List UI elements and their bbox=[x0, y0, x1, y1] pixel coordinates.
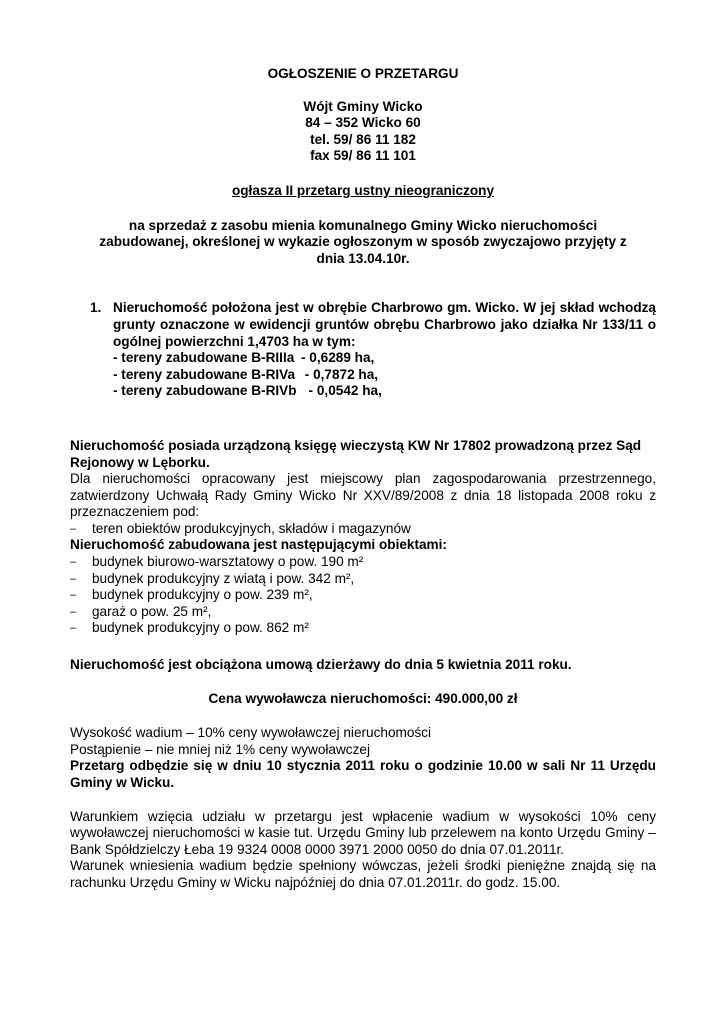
subject-line-3: dnia 13.04.10r. bbox=[316, 250, 410, 266]
plan-text: Dla nieruchomości opracowany jest miejscowy plan zagospodarowania przestrzennego, zatwierdzony Uchwałą Rady Gminy Wicko Nr XXV/89/2008 z dnia 18 listopada 2008 roku z przeznaczeniem pod: bbox=[70, 471, 656, 520]
condition-text: Warunkiem wzięcia udziału w przetargu jest wpłacenie wadium w wysokości 10% ceny wywoławczej nieruchomości w kasie tut. Urzędu Gminy lub przelewem na konto Urzędu Gminy – Bank Spółdzielczy Łeba 19 9324 0008 0000 3971 2000 0050 do dnia 07.01.2011r. bbox=[70, 808, 656, 857]
buildings-list bbox=[70, 554, 656, 637]
area-label: - tereny zabudowane B-RIVa bbox=[113, 366, 296, 382]
list-item: – teren obiektów produkcyjnych, składów i magazynów bbox=[70, 521, 656, 538]
deposit-condition-text: Warunek wniesienia wadium będzie spełniony wówczas, jeżeli środki pieniężne znajdą się na rachunku Urzędu Gminy w Wicku najpóźniej do dnia 07.01.2011r. do godz. 15.00. bbox=[70, 858, 656, 890]
auction-date-text: Przetarg odbędzie się w dniu 10 stycznia 2011 roku o godzinie 10.00 w sali Nr 11 Urzędu Gminy w Wicku. bbox=[70, 758, 656, 790]
list-item: – budynek produkcyjny o pow. 862 m² bbox=[70, 620, 656, 637]
list-item: – budynek produkcyjny o pow. 239 m², bbox=[70, 587, 656, 604]
increment-text: Postąpienie – nie mniej niż 1% ceny wywoławczej bbox=[70, 741, 370, 757]
area-value: - 0,6289 ha, bbox=[301, 350, 375, 366]
area-label: - tereny zabudowane B-RIIIa bbox=[113, 350, 295, 366]
issuer-address: 84 – 352 Wicko 60 bbox=[305, 115, 421, 131]
deposit-text: Wysokość wadium – 10% ceny wywoławczej nieruchomości bbox=[70, 725, 432, 741]
area-row bbox=[113, 383, 656, 400]
auction-terms bbox=[70, 725, 656, 791]
area-value: - 0,7872 ha, bbox=[301, 366, 379, 382]
list-item: – budynek produkcyjny z wiatą i pow. 342 m², bbox=[70, 571, 656, 588]
area-row bbox=[113, 367, 656, 384]
issuer-name: Wójt Gminy Wicko bbox=[303, 98, 423, 114]
issuer-block bbox=[70, 99, 656, 165]
document-title: OGŁOSZENIE O PRZETARGU bbox=[267, 66, 459, 81]
land-register-text: Nieruchomość posiada urządzoną księgę wieczystą KW Nr 17802 prowadzoną przez Sąd Rejonowy w Lęborku. bbox=[70, 437, 642, 470]
area-row bbox=[113, 350, 656, 367]
list-item: – garaż o pow. 25 m², bbox=[70, 604, 656, 621]
property-item-1 bbox=[70, 300, 656, 400]
issuer-fax: fax 59/ 86 11 101 bbox=[310, 148, 416, 164]
price-text: Cena wywoławcza nieruchomości: 490.000,00 zł bbox=[208, 690, 518, 706]
plan-list bbox=[70, 521, 656, 538]
details-section bbox=[70, 438, 656, 637]
encumbrance-text: Nieruchomość jest obciążona umową dzierżawy do dnia 5 kwietnia 2011 roku. bbox=[70, 657, 572, 673]
subject-line-1: na sprzedaż z zasobu mienia komunalnego Gminy Wicko nieruchomości bbox=[128, 217, 598, 233]
buildings-heading: Nieruchomość zabudowana jest następującymi obiektami: bbox=[70, 537, 447, 553]
area-value: - 0,0542 ha, bbox=[301, 383, 382, 399]
property-description: Nieruchomość położona jest w obrębie Charbrowo gm. Wicko. W jej skład wchodzą grunty oznaczone w ewidencji gruntów obrębu Charbrowo jako działka Nr 133/11 o ogólnej powierzchni 1,4703 ha w tym: bbox=[113, 300, 656, 349]
area-label: - tereny zabudowane B-RIVb bbox=[113, 383, 297, 399]
subject-block bbox=[70, 218, 656, 268]
conditions-section bbox=[70, 809, 656, 892]
announce-line: ogłasza II przetarg ustny nieograniczony bbox=[231, 182, 495, 198]
document-page bbox=[70, 66, 656, 892]
item-number: 1. bbox=[90, 300, 102, 316]
issuer-tel: tel. 59/ 86 11 182 bbox=[310, 131, 416, 147]
subject-line-2: zabudowanej, określonej w wykazie ogłoszonym w sposób zwyczajowo przyjęty z bbox=[99, 234, 627, 250]
area-list bbox=[113, 350, 656, 400]
list-item: – budynek biurowo-warsztatowy o pow. 190 m² bbox=[70, 554, 656, 571]
